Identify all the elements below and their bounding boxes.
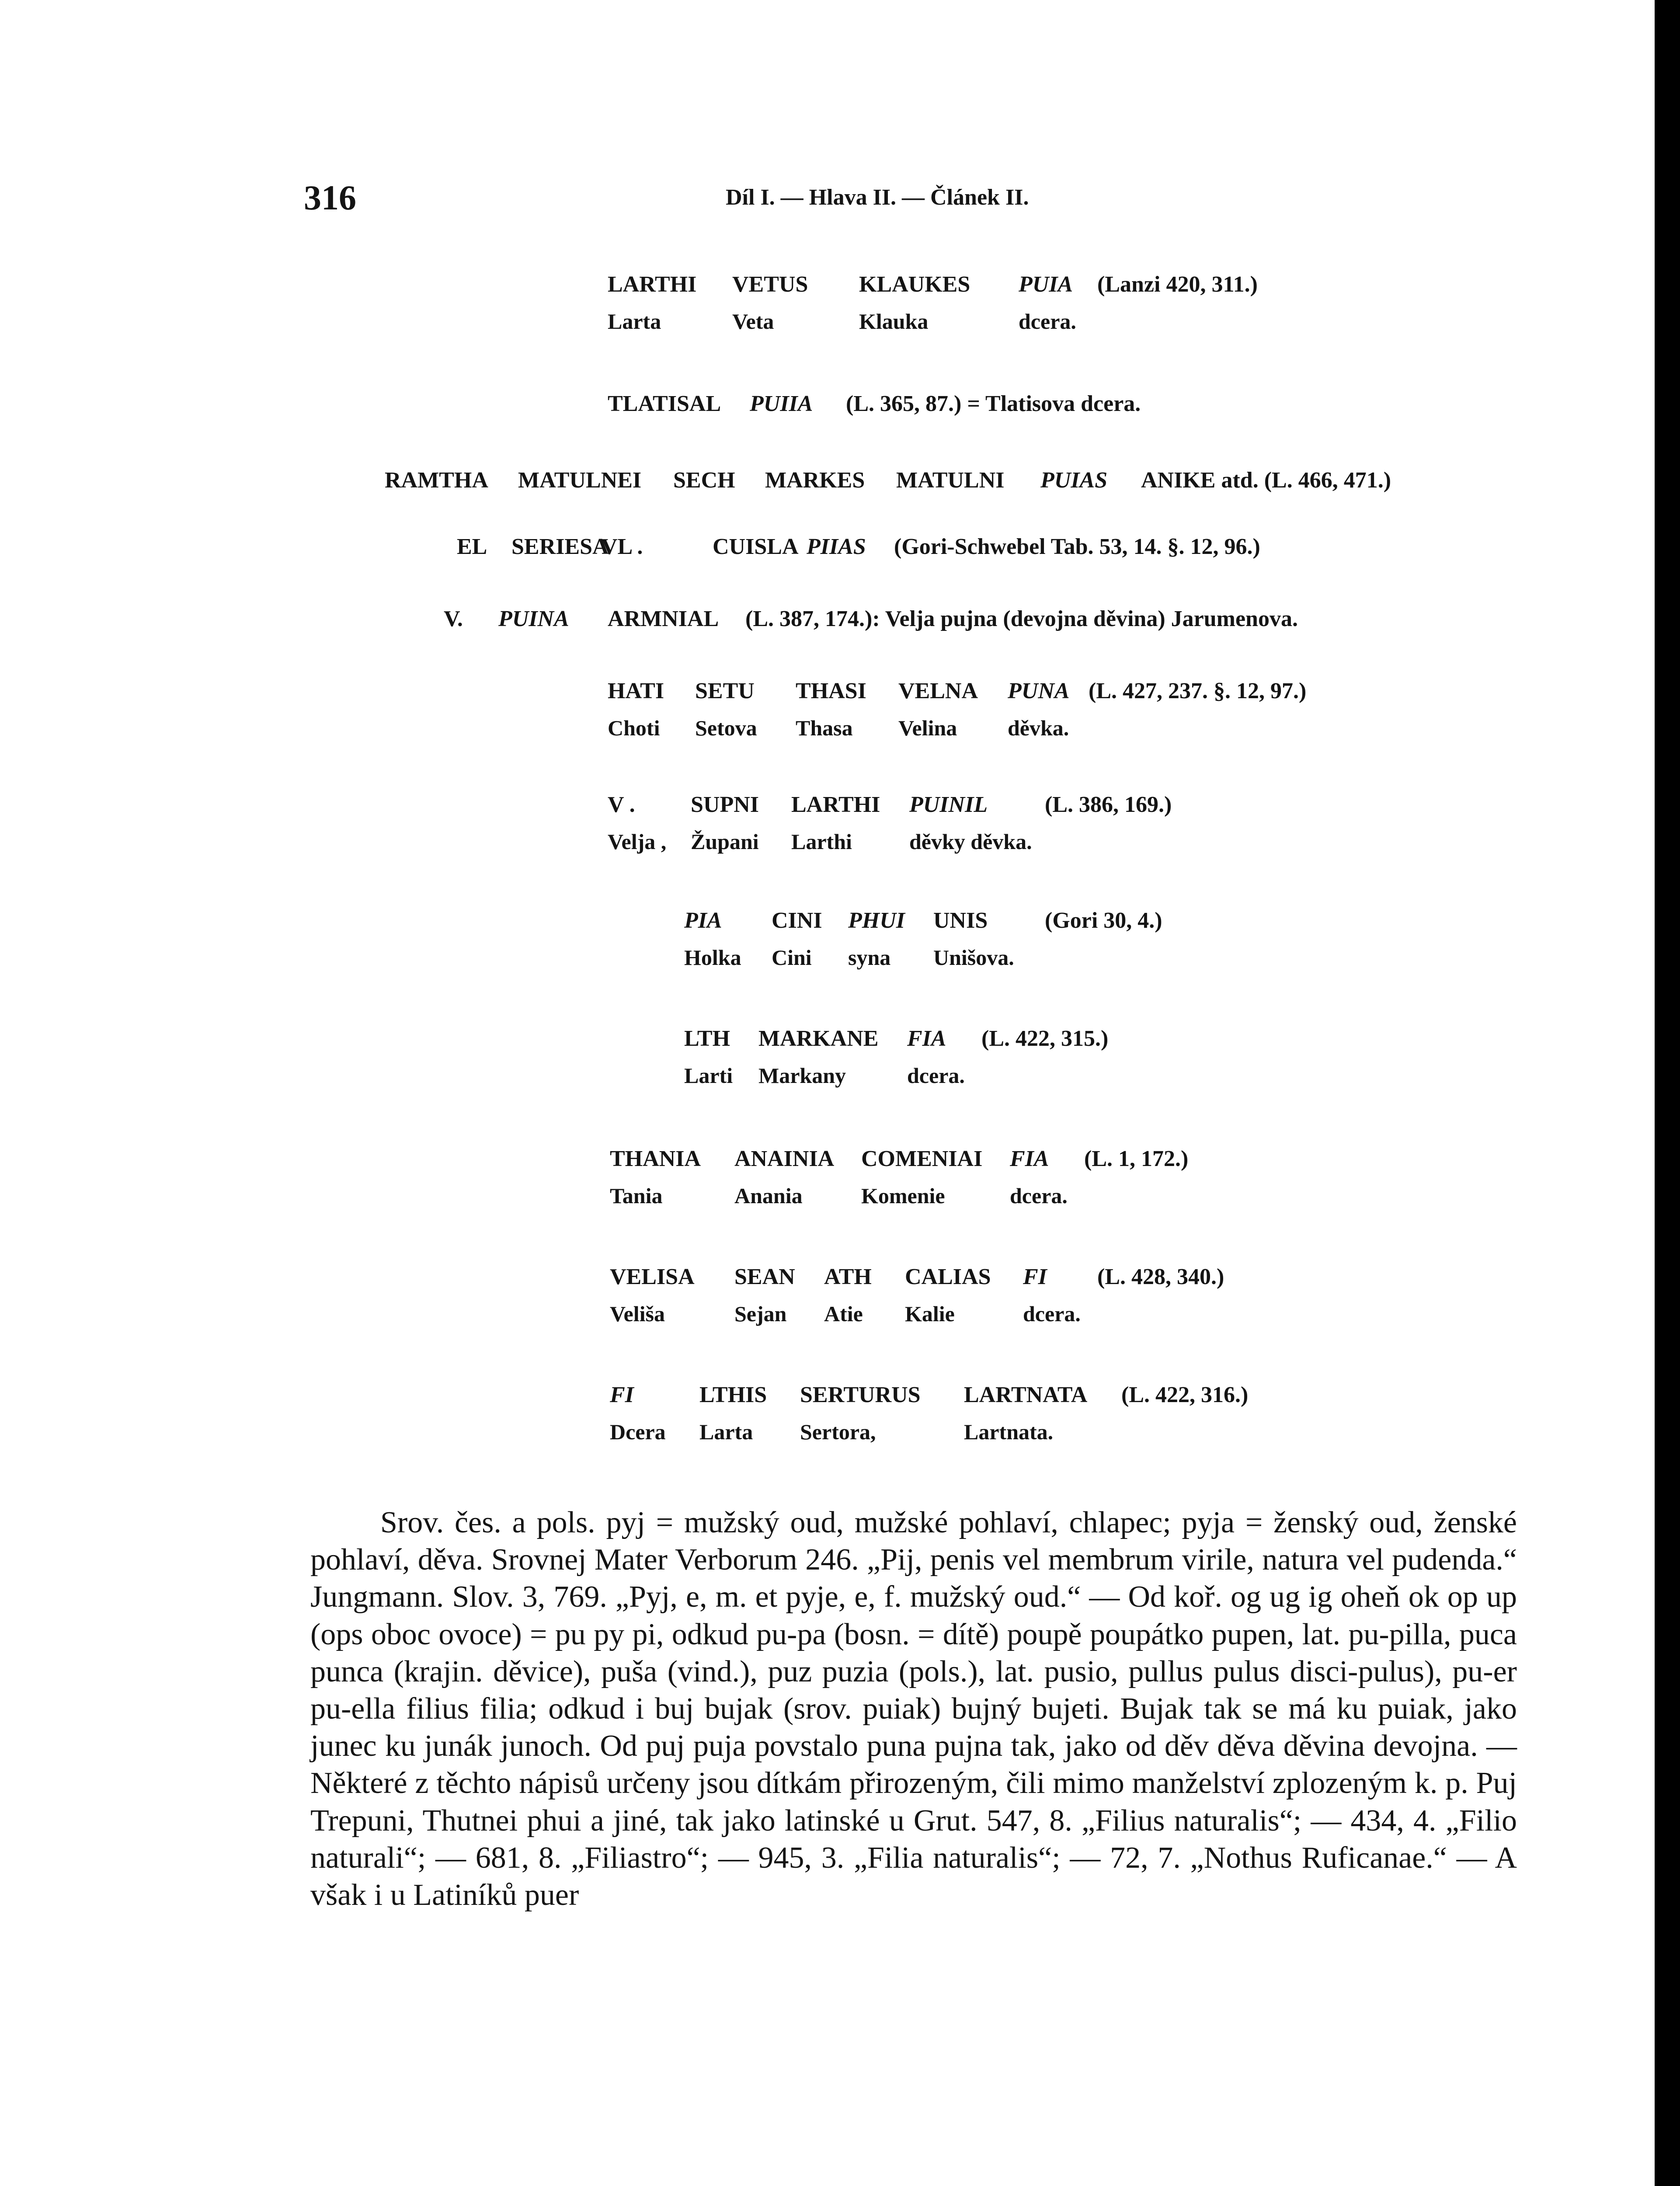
word: CUISLA: [713, 534, 799, 559]
word: SERIESA: [511, 534, 609, 559]
word: děvka.: [1008, 716, 1069, 740]
word: Klauka: [859, 309, 929, 334]
word: FIA: [1010, 1146, 1049, 1171]
word: Kalie: [905, 1302, 955, 1326]
word: LARTHI: [791, 792, 880, 817]
reference: (L. 387, 174.): Velja pujna (devojna děvina) Jarumenova.: [745, 606, 1298, 631]
word: KLAUKES: [859, 272, 970, 297]
word: dcera.: [1019, 309, 1076, 334]
word: MARKANE: [758, 1026, 879, 1051]
word: SETU: [695, 679, 755, 703]
word: Velina: [898, 716, 957, 740]
word: FI: [610, 1382, 634, 1407]
word: SEAN: [734, 1264, 795, 1289]
word: SUPNI: [691, 792, 759, 817]
word: dcera.: [1023, 1302, 1081, 1326]
word: MATULNEI: [518, 468, 642, 493]
word: Markany: [758, 1063, 846, 1088]
word: Tania: [610, 1184, 663, 1208]
reference: (L. 365, 87.) = Tlatisova dcera.: [846, 391, 1141, 416]
word: TLATISAL: [608, 391, 721, 416]
word: Unišova.: [933, 945, 1014, 970]
word: Velja ,: [608, 829, 667, 854]
word: Sertora,: [800, 1420, 876, 1444]
word: FIA: [907, 1026, 946, 1051]
word: LARTHI: [608, 272, 697, 297]
word: dcera.: [907, 1063, 965, 1088]
word: Anania: [734, 1184, 803, 1208]
running-head: Díl I. — Hlava II. — Článek II.: [726, 185, 1029, 210]
word: MATULNI: [896, 468, 1005, 493]
word: LTHIS: [699, 1382, 767, 1407]
word: Larta: [608, 309, 661, 334]
word: LARTNATA: [964, 1382, 1088, 1407]
word: Larthi: [791, 829, 852, 854]
word: SECH: [673, 468, 735, 493]
word: Setova: [695, 716, 757, 740]
word: syna: [848, 945, 891, 970]
word: CINI: [772, 908, 822, 933]
page-number: 316: [304, 179, 356, 217]
word: Dcera: [610, 1420, 666, 1444]
word: PIIAS: [807, 534, 866, 559]
word: V.: [444, 606, 463, 631]
word: Holka: [684, 945, 741, 970]
word: PHUI: [848, 908, 905, 933]
body-paragraph: Srov. čes. a pols. pyj = mužský oud, mužské pohlaví, chlapec; pyja = ženský oud, ženské pohlaví, děva. Srovnej Mater Verborum 246. „Pij, penis vel membrum virile, natura vel pudenda.“ Jungmann. Slov. 3, 769. „Pyj, e, m. et pyje, e, f. mužský oud.“ — Od koř. og ug ig oheň ok op up (ops oboc ovoce) = pu py pi, odkud pu-pa (bosn. = dítě) poupě poupátko pupen, lat. pu-pilla, puca punca (krajin. děvice), puša (vind.), puz puzia (pols.), lat. pusio, pullus pulus disci-pulus), pu-er pu-ella filius filia; odkud i buj bujak (srov. puiak) bujný bujeti. Bujak tak se má ku puiak, jako junec ku junák junoch. Od puj puja povstalo puna pujna tak, jako od děv děva děvina devojna. — Některé z těchto nápisů určeny jsou dítkám přirozeným, čili mimo manželství zplozeným k. p. Puj Trepuni, Thutnei phui a jiné, tak jako latinské u Grut. 547, 8. „Filius naturalis“; — 434, 4. „Filio naturali“; — 681, 8. „Filiastro“; — 945, 3. „Filia naturalis“; — 72, 7. „Nothus Ruficanae.“ — A však i u Latiníků puer: [310, 1506, 1517, 1912]
reference: (L. 428, 340.): [1097, 1264, 1224, 1289]
reference: (Gori-Schwebel Tab. 53, 14. §. 12, 96.): [894, 534, 1260, 559]
word: RAMTHA: [385, 468, 488, 493]
word: THASI: [796, 679, 866, 703]
scan-border: [1655, 0, 1680, 2186]
word: VELNA: [898, 679, 978, 703]
word: Larta: [699, 1420, 753, 1444]
word: PUINIL: [909, 792, 988, 817]
reference: (L. 422, 315.): [981, 1026, 1109, 1051]
reference: (Lanzi 420, 311.): [1097, 272, 1258, 297]
word: Župani: [691, 829, 759, 854]
word: PUIA: [1019, 272, 1073, 297]
word: dcera.: [1010, 1184, 1068, 1208]
word: MARKES: [765, 468, 865, 493]
reference: (L. 386, 169.): [1045, 792, 1172, 817]
word: Lartnata.: [964, 1420, 1054, 1444]
word: PIA: [684, 908, 722, 933]
word: LTH: [684, 1026, 730, 1051]
word: HATI: [608, 679, 664, 703]
word: PUINA: [498, 606, 569, 631]
word: Veta: [732, 309, 774, 334]
word: ATH: [824, 1264, 872, 1289]
word: VELISA: [610, 1264, 695, 1289]
word: Thasa: [796, 716, 853, 740]
word: PUIIA: [750, 391, 813, 416]
word: PUNA: [1008, 679, 1070, 703]
word: UNIS: [933, 908, 988, 933]
word: Cini: [772, 945, 812, 970]
reference: ANIKE atd. (L. 466, 471.): [1141, 468, 1391, 493]
word: Veliša: [610, 1302, 665, 1326]
reference: (L. 1, 172.): [1084, 1146, 1189, 1171]
reference: (Gori 30, 4.): [1045, 908, 1162, 933]
word: V .: [608, 792, 635, 817]
word: THANIA: [610, 1146, 701, 1171]
word: CALIAS: [905, 1264, 991, 1289]
word: PUIAS: [1040, 468, 1108, 493]
word: VETUS: [732, 272, 808, 297]
word: děvky děvka.: [909, 829, 1032, 854]
word: FI: [1023, 1264, 1047, 1289]
reference: (L. 427, 237. §. 12, 97.): [1089, 679, 1307, 703]
word: Komenie: [861, 1184, 945, 1208]
word: EL: [457, 534, 487, 559]
word: Sejan: [734, 1302, 787, 1326]
reference: (L. 422, 316.): [1121, 1382, 1249, 1407]
word: COMENIAI: [861, 1146, 983, 1171]
word: ANAINIA: [734, 1146, 835, 1171]
word: Choti: [608, 716, 660, 740]
word: SERTURUS: [800, 1382, 921, 1407]
word: Atie: [824, 1302, 863, 1326]
word: Larti: [684, 1063, 733, 1088]
word: ARMNIAL: [608, 606, 719, 631]
word: VL .: [601, 534, 643, 559]
